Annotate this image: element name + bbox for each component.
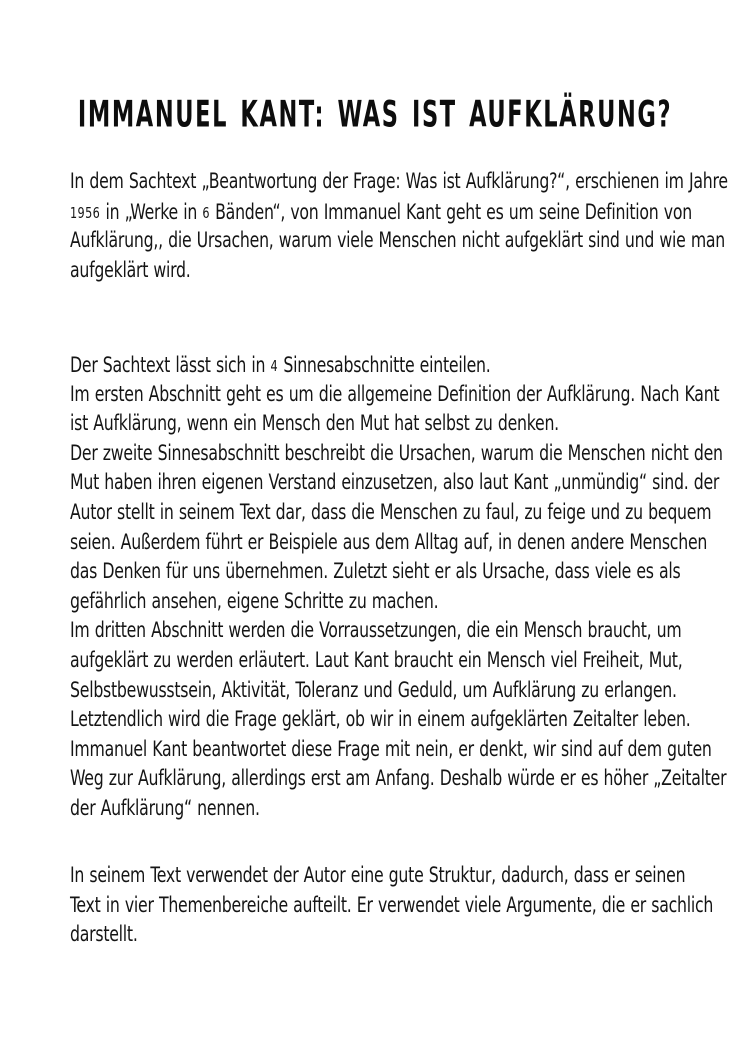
text-line: 1956 in „Werke in 6 Bänden“, von Immanuel Kant geht es um seine Definition von [70, 200, 692, 225]
text-line: Der zweite Sinnesabschnitt beschreibt die Ursachen, warum die Menschen nicht den [70, 441, 723, 466]
text-line: In seinem Text verwendet der Autor eine gute Struktur, dadurch, dass er seinen [70, 863, 686, 888]
text-line: aufgeklärt zu werden erläutert. Laut Kant braucht ein Mensch viel Freiheit, Mut, [70, 648, 683, 673]
inline-number: 1956 [70, 203, 101, 222]
text-line: aufgeklärt wird. [70, 258, 191, 283]
text-line: der Aufklärung“ nennen. [70, 796, 260, 821]
text-line: Letztendlich wird die Frage geklärt, ob wir in einem aufgeklärten Zeitalter leben. [70, 707, 691, 732]
text-line: Text in vier Themenbereiche aufteilt. Er verwendet viele Argumente, die er sachlich [70, 893, 714, 918]
text-line: Der Sachtext lässt sich in 4 Sinnesabschnitte einteilen. [70, 354, 491, 379]
text-line: darstellt. [70, 923, 138, 948]
text-line: Im dritten Abschnitt werden die Vorraussetzungen, die ein Mensch braucht, um [70, 619, 682, 644]
text-line: das Denken für uns übernehmen. Zuletzt sieht er als Ursache, dass viele es als [70, 559, 681, 584]
text-line: Autor stellt in seinem Text dar, dass die Menschen zu faul, zu feige und zu bequem [70, 500, 712, 525]
paragraph-body [70, 351, 727, 825]
text-line: Mut haben ihren eigenen Verstand einzusetzen, also laut Kant „unmündig“ sind. der [70, 471, 720, 496]
text-line: Aufklärung,, die Ursachen, warum viele Menschen nicht aufgeklärt sind und wie man [70, 229, 726, 254]
page-title: IMMANUEL KANT: WAS IST AUFKLÄRUNG? [77, 92, 673, 135]
text-line: seien. Außerdem führt er Beispiele aus dem Alltag auf, in denen andere Menschen [70, 530, 708, 555]
paragraph-intro [70, 168, 728, 286]
inline-number: 6 [202, 203, 210, 222]
text-line: Im ersten Abschnitt geht es um die allgemeine Definition der Aufklärung. Nach Kant [70, 382, 720, 407]
text-line: Selbstbewusstsein, Aktivität, Toleranz und Geduld, um Aufklärung zu erlangen. [70, 678, 677, 703]
text-line: gefährlich ansehen, eigene Schritte zu machen. [70, 589, 439, 614]
text-line: Weg zur Aufklärung, allerdings erst am Anfang. Deshalb würde er es höher „Zeitalter [70, 767, 727, 792]
text-line: Immanuel Kant beantwortet diese Frage mit nein, er denkt, wir sind auf dem guten [70, 737, 712, 762]
text-line: ist Aufklärung, wenn ein Mensch den Mut hat selbst zu denken. [70, 412, 559, 437]
text-line: In dem Sachtext „Beantwortung der Frage: Was ist Aufklärung?“, erschienen im Jahre [70, 169, 728, 194]
paragraph-closing [70, 862, 714, 951]
inline-number: 4 [270, 356, 279, 375]
